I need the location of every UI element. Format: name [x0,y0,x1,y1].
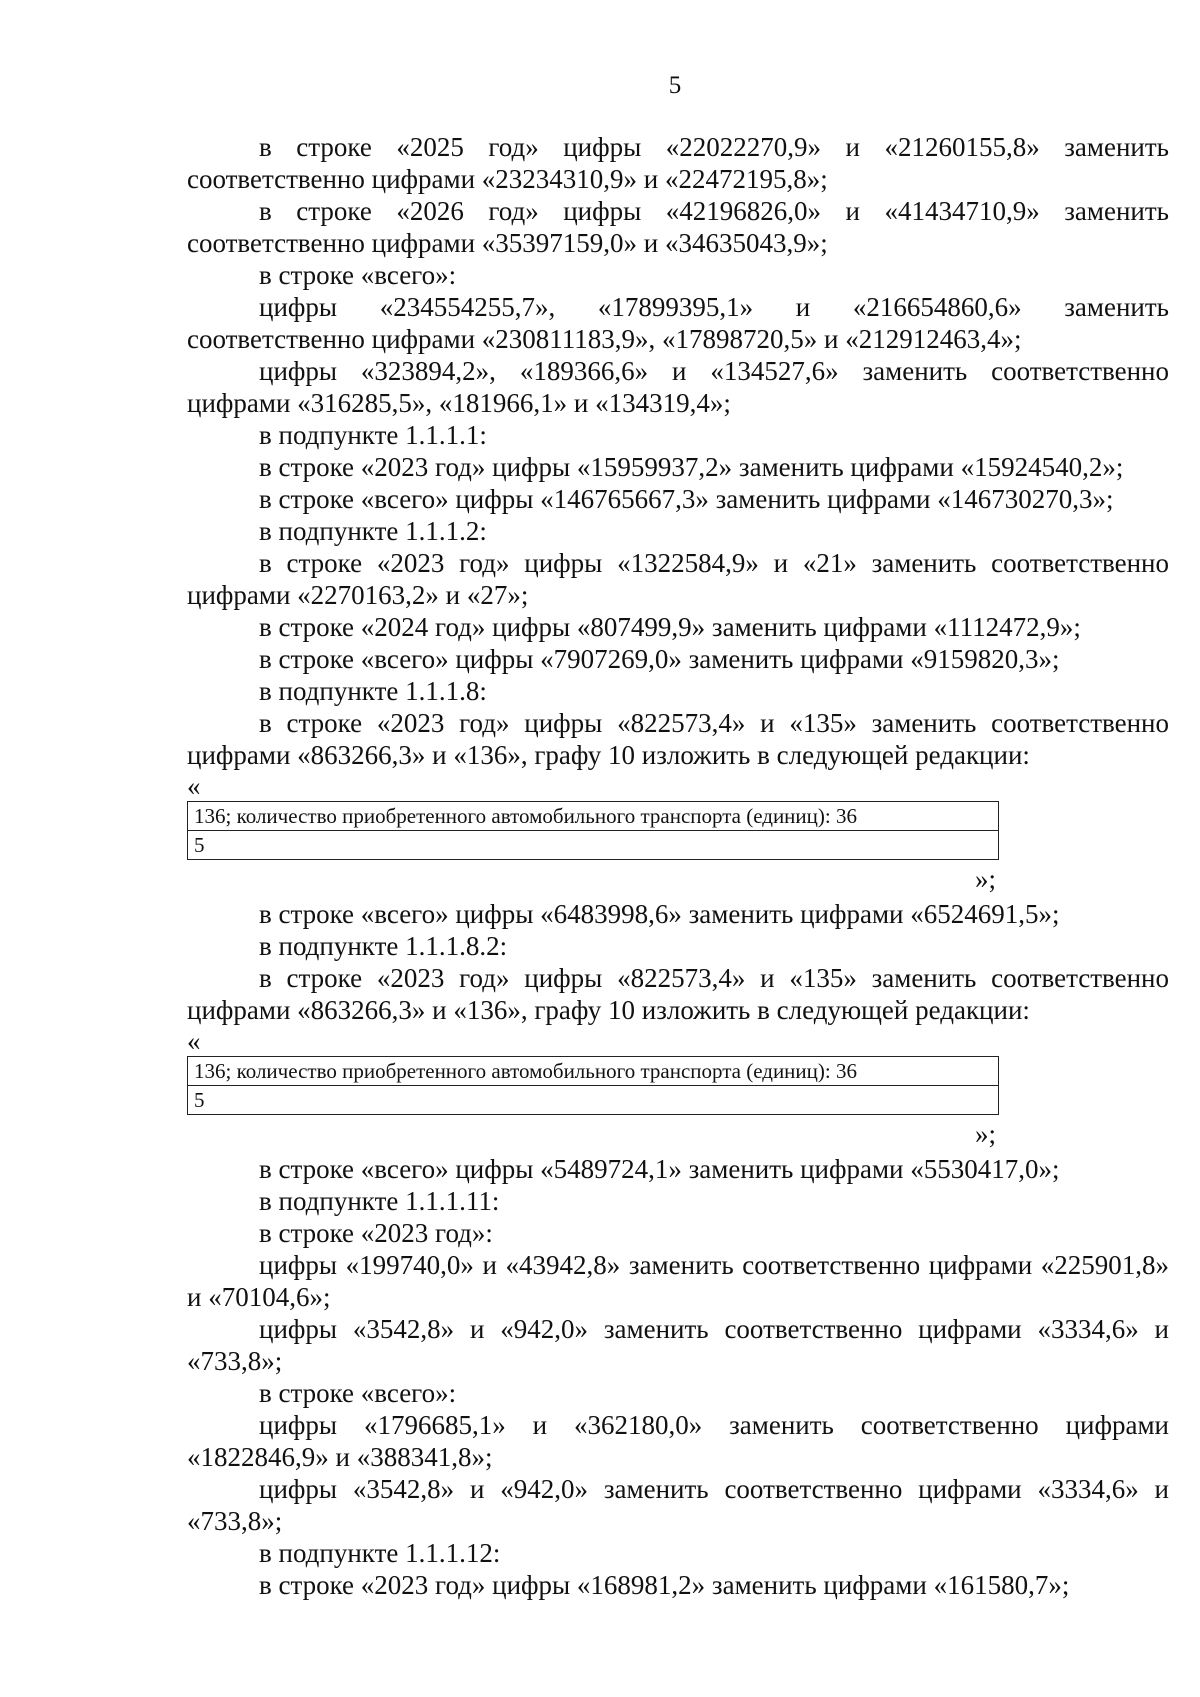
closing-quote: »; [975,1119,997,1149]
amendments-before [187,131,1169,771]
page-number: 5 [668,72,682,99]
amendment-line: в строке «2023 год» цифры «822573,4» и «135» заменить соответственно цифрами «863266,3» и «136», графу 10 изложить в следующей редакции: [187,708,1169,770]
table-row [188,1057,999,1086]
amendment-line: в подпункте 1.1.1.8: [259,676,487,706]
table-cell: 5 [188,1086,999,1115]
table-row [188,831,999,860]
amendment-line: цифры «3542,8» и «942,0» заменить соответственно цифрами «3334,6» и «733,8»; [187,1474,1169,1536]
amendments-after [187,1153,1169,1601]
amendment-line: цифры «3542,8» и «942,0» заменить соответственно цифрами «3334,6» и «733,8»; [187,1314,1169,1376]
amendment-line: в подпункте 1.1.1.1: [259,420,487,450]
amendment-line: цифры «234554255,7», «17899395,1» и «216654860,6» заменить соответственно цифрами «230811183,9», «17898720,5» и «212912463,4»; [187,292,1169,354]
replacement-fragment-1 [187,771,1169,898]
amendments-middle [187,898,1169,1026]
amendment-line: в строке «2025 год» цифры «22022270,9» и «21260155,8» заменить соответственно цифрами «23234310,9» и «22472195,8»; [187,132,1169,194]
amendment-line: в строке «2023 год» цифры «1322584,9» и «21» заменить соответственно цифрами «2270163,2» и «27»; [187,548,1169,610]
amendment-line: в строке «2023 год» цифры «822573,4» и «135» заменить соответственно цифрами «863266,3» и «136», графу 10 изложить в следующей редакции: [187,963,1169,1025]
closing-quote: »; [975,864,997,894]
amendment-line: в подпункте 1.1.1.2: [259,516,487,546]
amendment-line: цифры «1796685,1» и «362180,0» заменить соответственно цифрами «1822846,9» и «388341,8»; [187,1410,1169,1472]
amendment-line: цифры «323894,2», «189366,6» и «134527,6» заменить соответственно цифрами «316285,5», «181966,1» и «134319,4»; [187,356,1169,418]
amendment-line: в строке «2023 год»: [259,1218,493,1248]
table-cell: 136; количество приобретенного автомобильного транспорта (единиц): 36 [188,1057,999,1086]
table-cell: 5 [188,831,999,860]
fragment-table [187,801,999,860]
amendment-line: в строке «всего» цифры «146765667,3» заменить цифрами «146730270,3»; [259,484,1114,514]
table-cell: 136; количество приобретенного автомобильного транспорта (единиц): 36 [188,802,999,831]
opening-quote: « [187,771,201,801]
fragment-table [187,1056,999,1115]
amendment-line: в строке «2024 год» цифры «807499,9» заменить цифрами «1112472,9»; [259,612,1081,642]
amendment-line: в строке «2023 год» цифры «168981,2» заменить цифрами «161580,7»; [259,1570,1070,1600]
table-row [188,1086,999,1115]
amendment-line: в строке «2026 год» цифры «42196826,0» и «41434710,9» заменить соответственно цифрами «35397159,0» и «34635043,9»; [187,196,1169,258]
amendment-line: в строке «всего» цифры «7907269,0» заменить цифрами «9159820,3»; [259,644,1060,674]
amendment-line: в строке «всего» цифры «5489724,1» заменить цифрами «5530417,0»; [259,1154,1060,1184]
amendment-line: цифры «199740,0» и «43942,8» заменить соответственно цифрами «225901,8» и «70104,6»; [187,1250,1169,1312]
amendment-line: в подпункте 1.1.1.8.2: [259,931,508,961]
amendment-line: в строке «всего»: [259,1378,457,1408]
document-body [187,131,1169,1601]
amendment-line: в подпункте 1.1.1.12: [259,1538,501,1568]
amendment-line: в строке «всего»: [259,260,457,290]
amendment-line: в строке «2023 год» цифры «15959937,2» заменить цифрами «15924540,2»; [259,452,1124,482]
replacement-fragment-2 [187,1026,1169,1153]
amendment-line: в строке «всего» цифры «6483998,6» заменить цифрами «6524691,5»; [259,899,1060,929]
table-row [188,802,999,831]
opening-quote: « [187,1026,201,1056]
amendment-line: в подпункте 1.1.1.11: [259,1186,500,1216]
